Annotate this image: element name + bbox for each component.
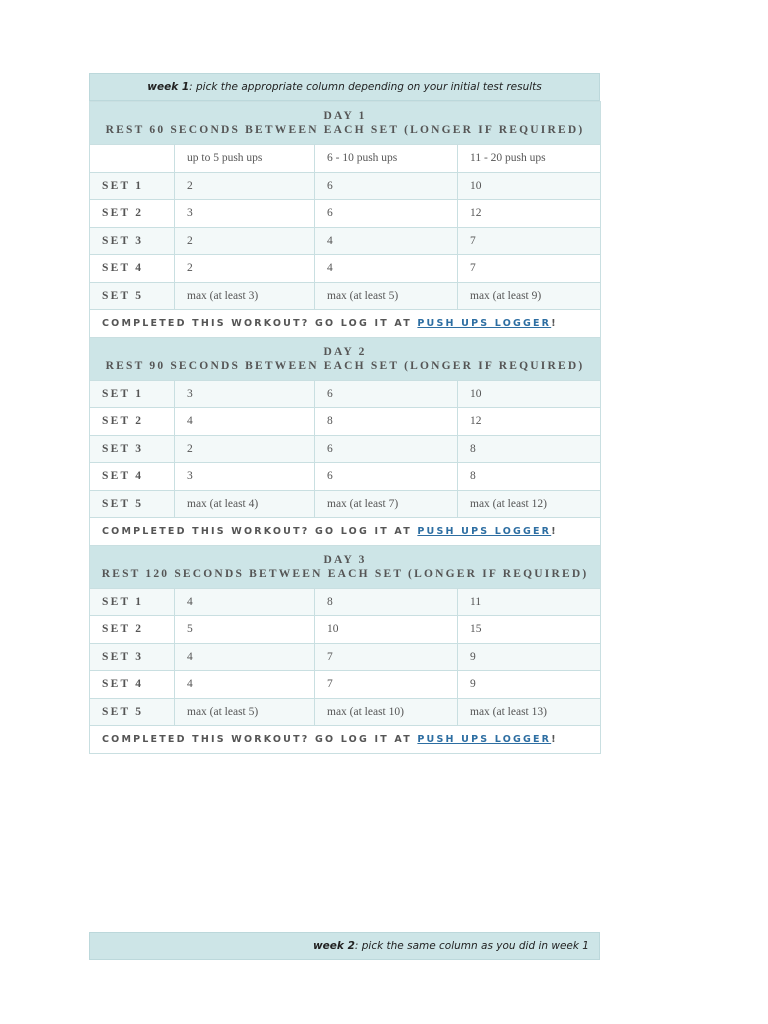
day-header [90,545,601,588]
day-header [90,102,601,145]
log-suffix: ! [551,317,558,329]
week-1-instruction: : pick the appropriate column depending on your initial test results [189,81,542,93]
reps-cell: 2 [175,172,315,200]
week-1-workout-sheet [89,73,600,754]
reps-cell: 12 [458,408,601,436]
day-header [90,337,601,380]
set-label: SET 1 [90,588,175,616]
day-header-row [90,102,601,145]
day-title: DAY 3 [323,553,367,566]
table-row [90,227,601,255]
reps-cell: max (at least 4) [175,490,315,518]
rest-instruction: REST 90 SECONDS BETWEEN EACH SET (LONGER IF REQUIRED) [105,359,585,372]
log-suffix: ! [551,525,558,537]
table-row [90,408,601,436]
reps-cell: 7 [315,671,458,699]
rest-instruction: REST 120 SECONDS BETWEEN EACH SET (LONGER IF REQUIRED) [101,567,589,580]
reps-cell: 5 [175,616,315,644]
table-row [90,435,601,463]
table-row [90,200,601,228]
table-row [90,255,601,283]
set-label: SET 3 [90,643,175,671]
reps-cell: 12 [458,200,601,228]
reps-cell: 2 [175,255,315,283]
day-title: DAY 1 [323,110,367,122]
rest-instruction: REST 60 SECONDS BETWEEN EACH SET (LONGER IF REQUIRED) [105,124,585,136]
set-label: SET 1 [90,172,175,200]
reps-cell: 2 [175,227,315,255]
log-suffix: ! [551,733,558,745]
column-header: 6 - 10 push ups [315,145,458,173]
week-2-section [89,932,600,960]
column-header-row [90,145,601,173]
reps-cell: 3 [175,463,315,491]
log-prompt [90,726,601,754]
reps-cell: 4 [315,227,458,255]
set-label: SET 1 [90,380,175,408]
set-label: SET 2 [90,408,175,436]
column-header: up to 5 push ups [175,145,315,173]
push-ups-logger-link[interactable]: PUSH UPS LOGGER [417,317,552,329]
reps-cell: 4 [175,671,315,699]
set-label: SET 2 [90,616,175,644]
reps-cell: 4 [175,588,315,616]
log-prefix: COMPLETED THIS WORKOUT? GO LOG IT AT [102,733,418,745]
reps-cell: 8 [315,588,458,616]
set-label: SET 3 [90,227,175,255]
week-2-label: week 2 [312,940,355,952]
log-prefix: COMPLETED THIS WORKOUT? GO LOG IT AT [102,525,418,537]
reps-cell: max (at least 3) [175,282,315,310]
push-ups-logger-link[interactable]: PUSH UPS LOGGER [417,733,552,745]
log-prefix: COMPLETED THIS WORKOUT? GO LOG IT AT [102,317,418,329]
table-row [90,282,601,310]
set-label: SET 5 [90,490,175,518]
log-row [90,726,601,754]
log-prompt [90,310,601,338]
reps-cell: 4 [175,408,315,436]
day-header-row [90,337,601,380]
reps-cell: max (at least 10) [315,698,458,726]
reps-cell: 8 [458,463,601,491]
table-row [90,490,601,518]
week-1-label: week 1 [147,81,190,93]
reps-cell: 6 [315,463,458,491]
reps-cell: 15 [458,616,601,644]
set-label: SET 5 [90,698,175,726]
set-label: SET 4 [90,463,175,491]
reps-cell: 4 [315,255,458,283]
week-2-header [89,932,600,960]
set-label: SET 2 [90,200,175,228]
push-ups-logger-link[interactable]: PUSH UPS LOGGER [417,525,552,537]
week-1-header [89,73,600,101]
reps-cell: 8 [315,408,458,436]
table-row [90,616,601,644]
reps-cell: 6 [315,380,458,408]
reps-cell: 6 [315,435,458,463]
column-header [90,145,175,173]
table-row [90,463,601,491]
log-row [90,310,601,338]
reps-cell: 2 [175,435,315,463]
set-label: SET 4 [90,255,175,283]
reps-cell: 3 [175,380,315,408]
table-row [90,698,601,726]
reps-cell: 6 [315,172,458,200]
table-row [90,671,601,699]
table-row [90,172,601,200]
reps-cell: max (at least 7) [315,490,458,518]
reps-cell: 10 [458,172,601,200]
reps-cell: max (at least 5) [315,282,458,310]
reps-cell: 7 [315,643,458,671]
reps-cell: 4 [175,643,315,671]
reps-cell: 3 [175,200,315,228]
reps-cell: 7 [458,227,601,255]
table-row [90,643,601,671]
reps-cell: 8 [458,435,601,463]
table-row [90,380,601,408]
log-prompt [90,518,601,546]
day-header-row [90,545,601,588]
workout-table [89,101,601,754]
reps-cell: 7 [458,255,601,283]
reps-cell: 9 [458,671,601,699]
reps-cell: max (at least 5) [175,698,315,726]
reps-cell: 10 [315,616,458,644]
reps-cell: 10 [458,380,601,408]
set-label: SET 3 [90,435,175,463]
reps-cell: 9 [458,643,601,671]
reps-cell: 11 [458,588,601,616]
column-header: 11 - 20 push ups [458,145,601,173]
set-label: SET 5 [90,282,175,310]
set-label: SET 4 [90,671,175,699]
day-title: DAY 2 [323,345,367,358]
log-row [90,518,601,546]
reps-cell: 6 [315,200,458,228]
table-row [90,588,601,616]
week-2-instruction: : pick the same column as you did in week 1 [354,940,589,952]
reps-cell: max (at least 13) [458,698,601,726]
reps-cell: max (at least 9) [458,282,601,310]
reps-cell: max (at least 12) [458,490,601,518]
